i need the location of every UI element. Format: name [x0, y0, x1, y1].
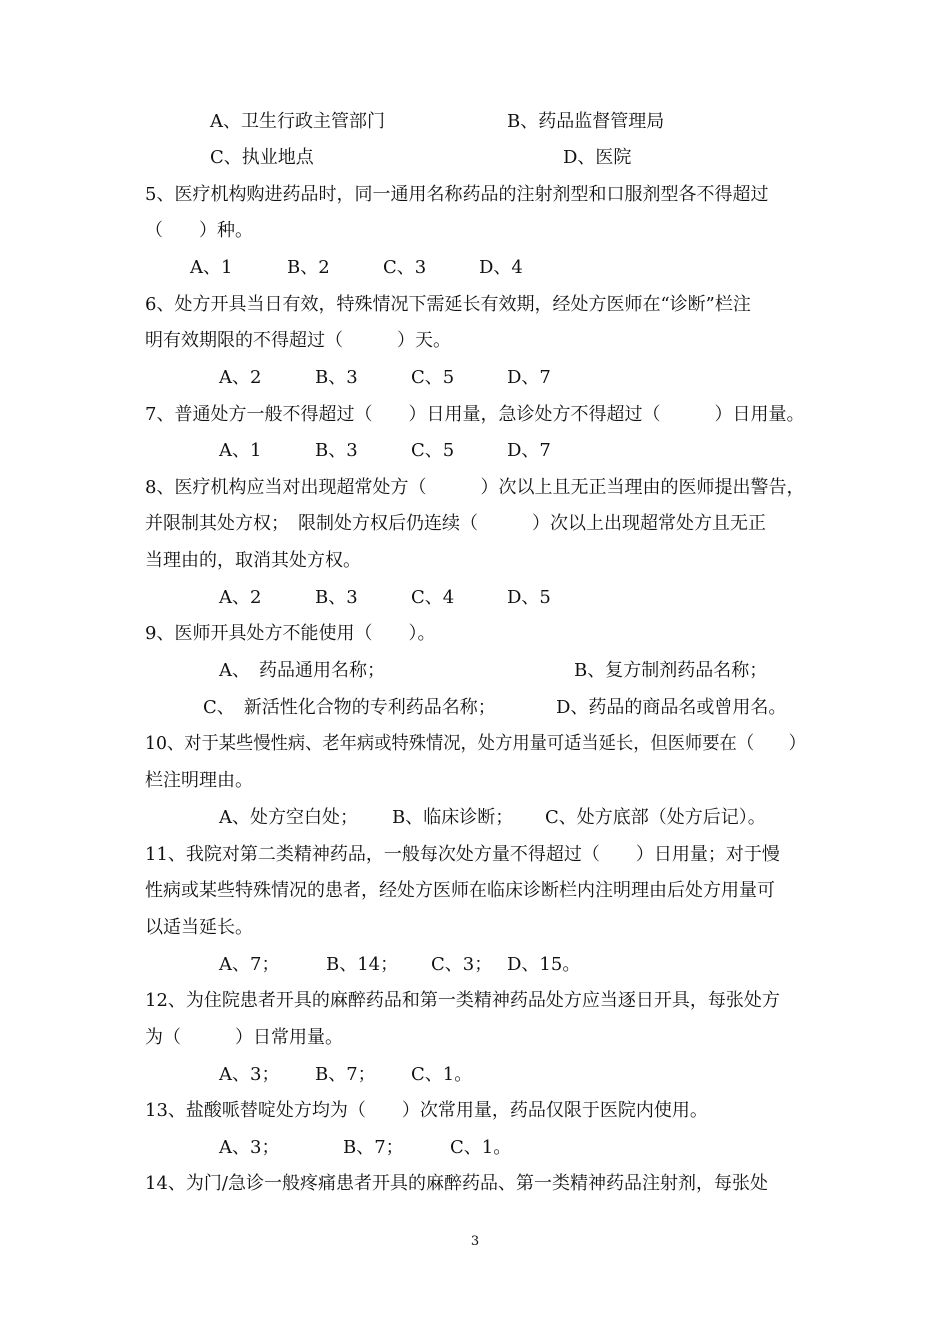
q11-text-line2: 性病或某些特殊情况的患者，经处方医师在临床诊断栏内注明理由后处方用量可 — [145, 880, 775, 901]
q10-option: A、处方空白处； — [219, 807, 358, 828]
q10-text-line2: 栏注明理由。 — [145, 770, 253, 791]
q4-option-a: A、卫生行政主管部门 — [210, 111, 385, 132]
q5-option: C、3 — [383, 257, 427, 278]
q7-option: D、7 — [507, 440, 551, 461]
q12-text-line2: 为（ ）日常用量。 — [145, 1027, 343, 1048]
q7-text-line1: 7、普通处方一般不得超过（ ）日用量，急诊处方不得超过（ ）日用量。 — [145, 404, 805, 425]
q5-text-line1: 5、医疗机构购进药品时，同一通用名称药品的注射剂型和口服剂型各不得超过 — [145, 184, 769, 205]
q8-text-line1: 8、医疗机构应当对出现超常处方（ ）次以上且无正当理由的医师提出警告， — [145, 477, 805, 498]
q8-text-line2: 并限制其处方权； 限制处方权后仍连续（ ）次以上出现超常处方且无正 — [145, 513, 766, 534]
q6-option: B、3 — [315, 367, 358, 388]
q9-option-b: B、复方制剂药品名称； — [574, 660, 768, 681]
q9-option-d: D、药品的商品名或曾用名。 — [556, 697, 787, 718]
q6-option: A、2 — [219, 367, 262, 388]
q12-option: B、7； — [315, 1064, 376, 1085]
q9-option-a: A、 药品通用名称； — [219, 660, 385, 681]
page-number: 3 — [470, 1234, 480, 1249]
q9-text-line1: 9、医师开具处方不能使用（ ）。 — [145, 623, 436, 644]
q5-option: B、2 — [287, 257, 330, 278]
q5-option: D、4 — [479, 257, 523, 278]
q6-option: D、7 — [507, 367, 551, 388]
q4-option-d: D、医院 — [563, 147, 632, 168]
q12-option: C、1。 — [411, 1064, 473, 1085]
q10-text-line1: 10、对于某些慢性病、老年病或特殊情况，处方用量可适当延长，但医师要在（ ） — [145, 733, 806, 754]
q10-option: C、处方底部（处方后记）。 — [545, 807, 766, 828]
q14-text-line1: 14、为门/急诊一般疼痛患者开具的麻醉药品、第一类精神药品注射剂，每张处 — [145, 1173, 768, 1194]
q11-option: B、14； — [326, 954, 399, 975]
q8-option: C、4 — [411, 587, 455, 608]
q13-option: C、1。 — [450, 1137, 512, 1158]
q11-option: C、3； — [431, 954, 493, 975]
q11-option: A、7； — [219, 954, 280, 975]
q13-option: B、7； — [343, 1137, 404, 1158]
q6-text-line2: 明有效期限的不得超过（ ）天。 — [145, 330, 451, 351]
q6-text-line1: 6、处方开具当日有效，特殊情况下需延长有效期，经处方医师在“诊断”栏注 — [145, 294, 751, 315]
q13-text-line1: 13、盐酸哌替啶处方均为（ ）次常用量，药品仅限于医院内使用。 — [145, 1100, 708, 1121]
q11-text-line3: 以适当延长。 — [145, 917, 253, 938]
q11-text-line1: 11、我院对第二类精神药品，一般每次处方量不得超过（ ）日用量；对于慢 — [145, 844, 780, 865]
q8-text-line3: 当理由的，取消其处方权。 — [145, 550, 361, 571]
q4-option-c: C、执业地点 — [210, 147, 314, 168]
q7-option: A、1 — [219, 440, 262, 461]
q8-option: B、3 — [315, 587, 358, 608]
q8-option: D、5 — [507, 587, 551, 608]
q10-option: B、临床诊断； — [392, 807, 514, 828]
q12-option: A、3； — [219, 1064, 280, 1085]
q7-option: C、5 — [411, 440, 455, 461]
q6-option: C、5 — [411, 367, 455, 388]
q9-option-c: C、 新活性化合物的专利药品名称； — [203, 697, 496, 718]
q5-option: A、1 — [190, 257, 233, 278]
q8-option: A、2 — [219, 587, 262, 608]
q4-option-b: B、药品监督管理局 — [507, 111, 665, 132]
q11-option: D、15。 — [507, 954, 581, 975]
q12-text-line1: 12、为住院患者开具的麻醉药品和第一类精神药品处方应当逐日开具，每张处方 — [145, 990, 780, 1011]
q13-option: A、3； — [219, 1137, 280, 1158]
q7-option: B、3 — [315, 440, 358, 461]
q5-text-line2: （ ）种。 — [145, 220, 253, 241]
